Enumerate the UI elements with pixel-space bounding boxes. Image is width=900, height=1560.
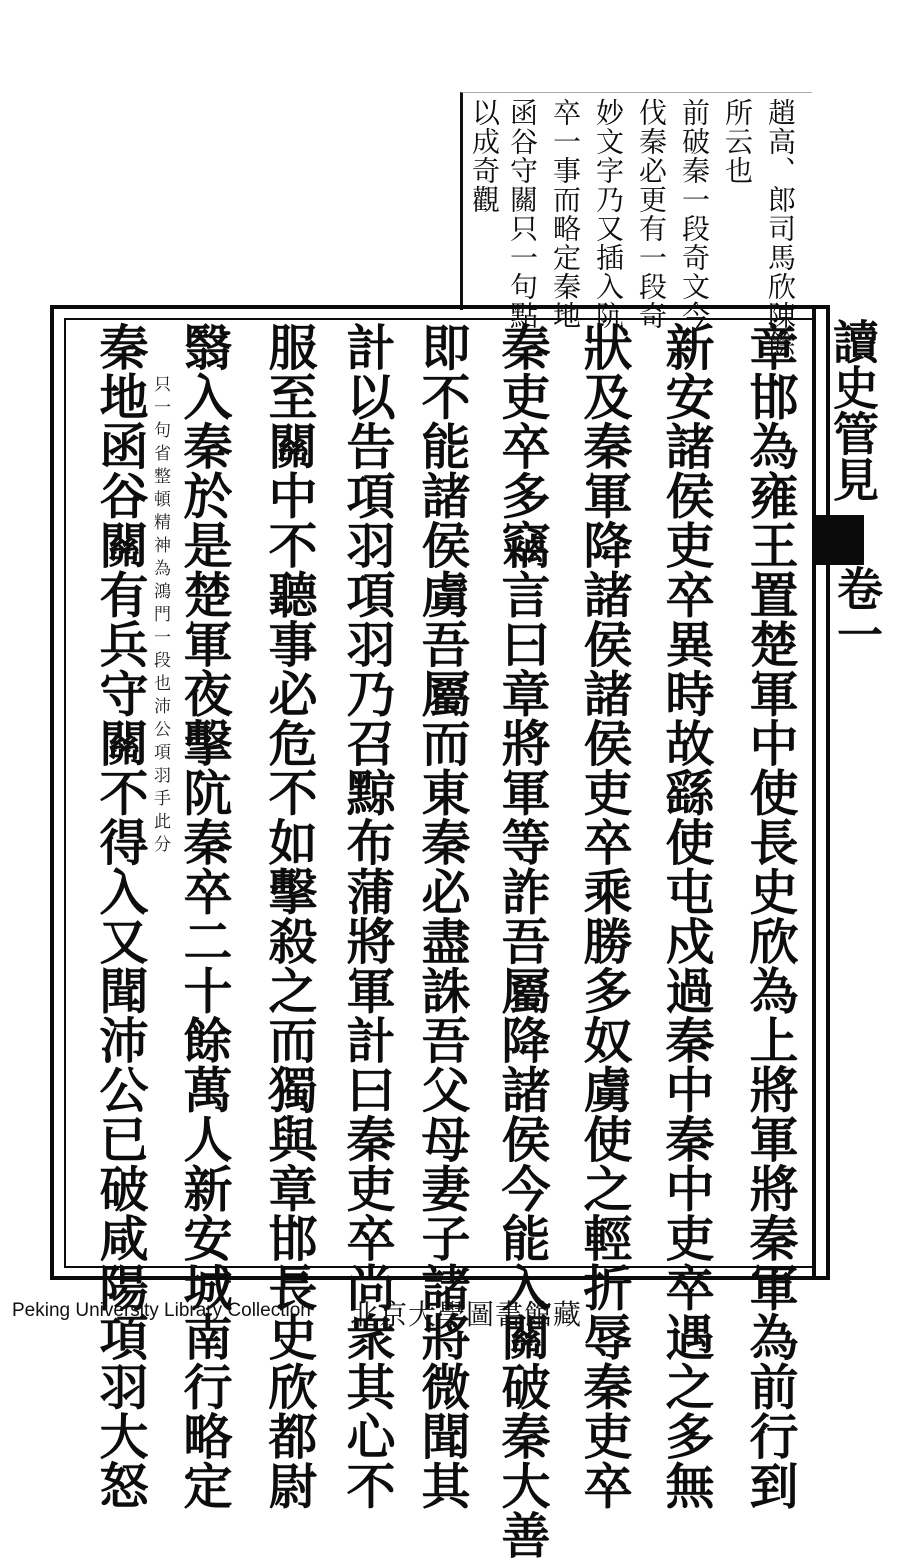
- text-column: 秦吏卒多竊言曰章將軍等詐吾屬降諸侯今能入關破秦大善: [494, 322, 552, 1560]
- commentary-column: 卒一事而略定秦地: [549, 98, 582, 330]
- commentary-column: 妙文字乃又插入阬: [592, 98, 625, 330]
- commentary-column: 所云也: [721, 98, 754, 185]
- text-column: 秦地函谷關有兵守關不得入又聞沛公已破咸陽項羽大怒: [92, 322, 150, 1510]
- fishtail-mark: [816, 515, 864, 565]
- commentary-column: 以成奇觀: [468, 98, 501, 214]
- interlinear-gloss: 只一句省整頓精神為鴻門一段也沛公項羽手此分: [150, 375, 170, 858]
- commentary-column: 趙高、郎司馬欣陳餘: [764, 98, 797, 359]
- text-column: 計以告項羽項羽乃召黥布蒲將軍計曰秦吏卒尚衆其心不: [339, 322, 397, 1510]
- commentary-column: 函谷守關只一句點: [506, 98, 539, 330]
- margin-divider: [812, 305, 816, 1280]
- text-column: 章邯為雍王置楚軍中使長史欣為上將軍將秦軍為前行到: [742, 322, 800, 1510]
- text-column: 狀及秦軍降諸侯諸侯吏卒乘勝多奴虜使之輕折辱秦吏卒: [576, 322, 634, 1510]
- text-column: 翳入秦於是楚軍夜擊阬秦卒二十餘萬人新安城南行略定: [176, 322, 234, 1510]
- commentary-column: 前破秦一段奇文今: [678, 98, 711, 330]
- margin-title: 讀史管見: [826, 318, 880, 502]
- text-column: 新安諸侯吏卒異時故繇使屯戍過秦中秦中吏卒遇之多無: [658, 322, 716, 1510]
- collection-caption-zh: 北京大學圖書館藏: [350, 1298, 583, 1331]
- text-column: 服至關中不聽事必危不如擊殺之而獨與章邯長史欣都尉: [261, 322, 319, 1510]
- text-column: 即不能諸侯虜吾屬而東秦必盡誅吾父母妻子諸將微聞其: [414, 322, 472, 1510]
- juan-label: 卷一: [830, 565, 884, 657]
- commentary-column: 伐秦必更有一段奇: [635, 98, 668, 330]
- collection-caption-en: Peking University Library Collection: [12, 1300, 311, 1321]
